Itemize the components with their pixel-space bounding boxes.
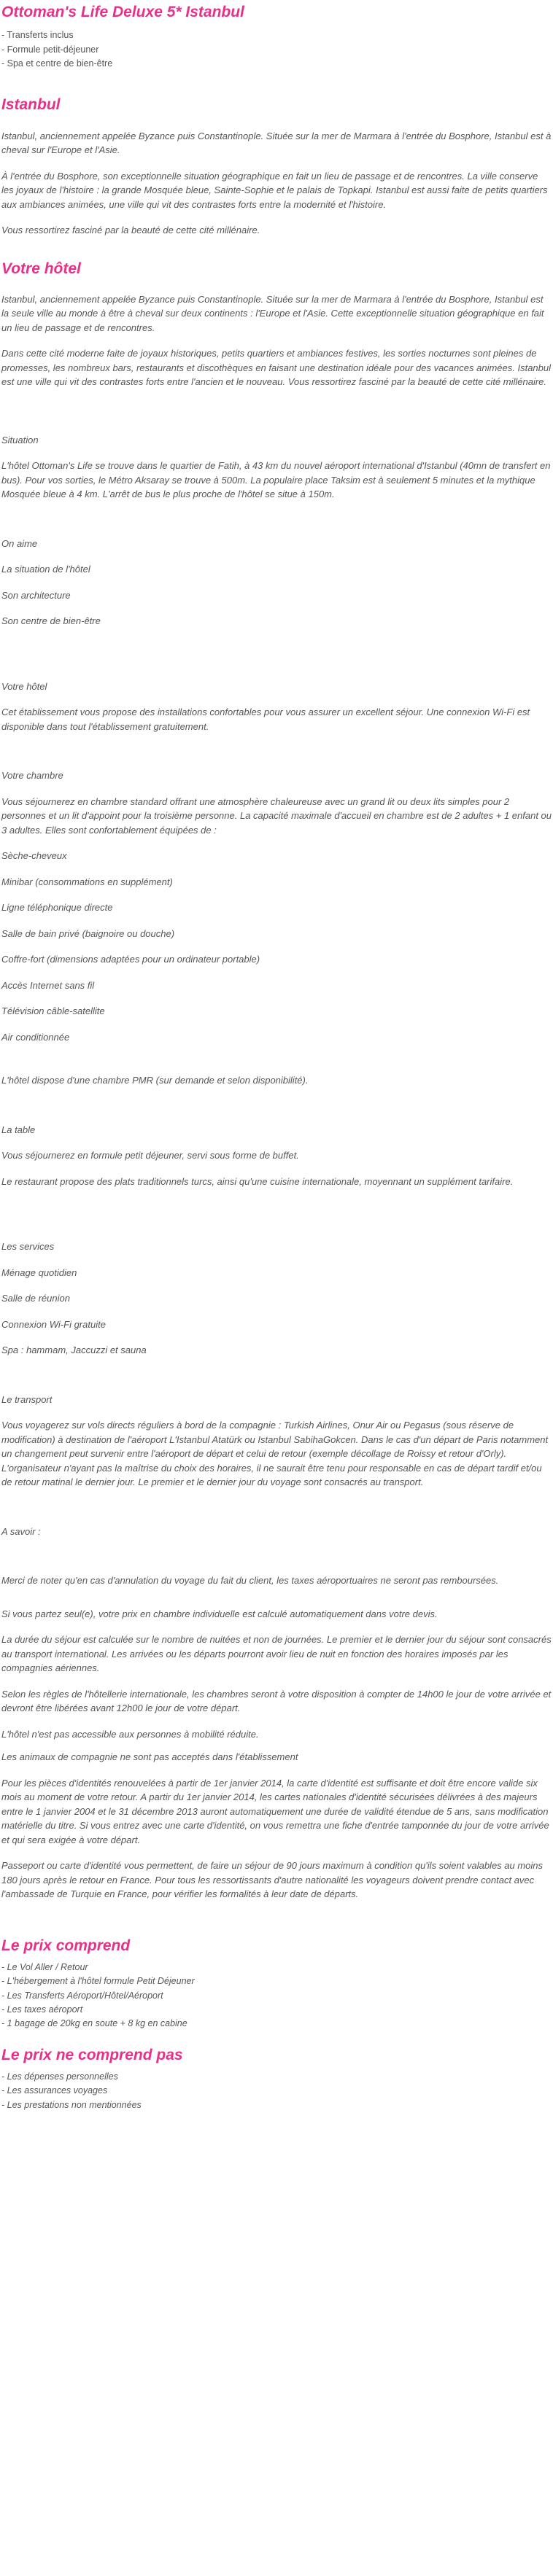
list-item: - Le Vol Aller / Retour	[1, 1961, 88, 1972]
paragraph: Istanbul, anciennement appelée Byzance puis Constantinople. Située sur la mer de Marmara à l'entrée du Bosphore, Istanbul est la seule ville au monde à être à cheval sur deux continents : l'Europe et l'Asie. Cette exceptionnelle situation géographique en fait un lieu de passage et de rencontres.	[1, 293, 544, 333]
list-item: La situation de l'hôtel	[1, 564, 90, 575]
paragraph: Si vous partez seul(e), votre prix en chambre individuelle est calculé automatiquement dans votre devis.	[1, 1608, 438, 1619]
list-item: - L'hébergement à l'hôtel formule Petit Déjeuner	[1, 1976, 195, 1987]
paragraph: Vous séjournerez en chambre standard offrant une atmosphère chaleureuse avec un grand lit ou deux lits simples pour 2 personnes et un lit d'appoint pour la troisième personne. La capacité maximale d'accueil en chambre est de 2 adultes + 1 enfant ou 3 adultes. Elles sont confortablement équipées de :	[1, 795, 552, 836]
section-heading-prix-ne-comprend-pas: Le prix ne comprend pas	[1, 2046, 183, 2063]
subheading-services: Les services	[1, 1241, 55, 1253]
paragraph: Le restaurant propose des plats traditionnels turcs, ainsi qu'une cuisine internationale, moyennant un supplément tarifaire.	[1, 1175, 514, 1187]
subheading-on-aime: On aime	[1, 537, 38, 549]
section-heading-istanbul: Istanbul	[1, 96, 61, 114]
intro-list	[1, 28, 552, 71]
prix-ne-comprend-pas-list	[1, 2070, 552, 2112]
paragraph: Cet établissement vous propose des installations confortables pour vous assurer un excellent séjour. Une connexion Wi-Fi est disponible dans tout l'établissement gratuitement.	[1, 707, 530, 732]
list-item: Accès Internet sans fil	[1, 979, 95, 991]
subheading-chambre: Votre chambre	[1, 770, 63, 782]
paragraph: Merci de noter qu'en cas d'annulation du voyage du fait du client, les taxes aéroportuaires ne seront pas remboursées.	[1, 1575, 499, 1587]
list-item: Télévision câble-satellite	[1, 1005, 105, 1017]
list-item: Minibar (consommations en supplément)	[1, 876, 173, 887]
paragraph: Selon les règles de l'hôtellerie internationale, les chambres seront à votre disposition à compter de 14h00 le jour de votre arrivée et devront être libérées avant 12h00 le jour de votre départ.	[1, 1688, 552, 1714]
subheading-a-savoir: A savoir :	[1, 1525, 41, 1537]
list-item: Connexion Wi-Fi gratuite	[1, 1318, 106, 1330]
list-item: Salle de réunion	[1, 1293, 70, 1304]
paragraph: L'hôtel n'est pas accessible aux personnes à mobilité réduite.	[1, 1728, 259, 1740]
list-item: Son centre de bien-être	[1, 615, 101, 627]
section-heading-prix-comprend: Le prix comprend	[1, 1937, 131, 1954]
paragraph: Passeport ou carte d'identité vous permettent, de faire un séjour de 90 jours maximum à condition qu'ils soient valables au moins 180 jours après le retour en France. Pour tous les ressortissants d'autre nationalité les voyageurs doivent prendre contact avec l'ambassade de Turquie en France, pour vérifier les formalités à leur date de départs.	[1, 1860, 544, 1900]
subheading-situation: Situation	[1, 434, 39, 445]
list-item: - Les taxes aéroport	[1, 2004, 83, 2015]
page-title: Ottoman's Life Deluxe 5* Istanbul	[1, 4, 244, 20]
list-item: - Les dépenses personnelles	[1, 2071, 118, 2082]
list-item: Coffre-fort (dimensions adaptées pour un ordinateur portable)	[1, 954, 260, 965]
list-item: - Les Transferts Aéroport/Hôtel/Aéroport	[1, 1990, 163, 2001]
paragraph: La durée du séjour est calculée sur le nombre de nuitées et non de journées. Le premier et le dernier jour du séjour sont consacrés au transport international. Les arrivées ou les départs pourront avoir lieu de nuit en fonction des horaires imposés par les compagnies aériennes.	[1, 1634, 552, 1674]
list-item: Ligne téléphonique directe	[1, 902, 113, 914]
paragraph: L'hôtel Ottoman's Life se trouve dans le quartier de Fatih, à 43 km du nouvel aéroport international d'Istanbul (40mn de transfert en bus). Pour vos sorties, le Métro Aksaray se trouve à 500m. La populaire place Taksim est à seulement 5 minutes et la mythique Mosquée bleue à 4 km. L'arrêt de bus le plus proche de l'hôtel se situe à 150m.	[1, 460, 551, 500]
list-item: - 1 bagage de 20kg en soute + 8 kg en cabine	[1, 2018, 187, 2029]
list-item: - Formule petit-déjeuner	[1, 44, 99, 55]
section-heading-hotel: Votre hôtel	[1, 260, 81, 277]
paragraph: Istanbul, anciennement appelée Byzance puis Constantinople. Située sur la mer de Marmara à l'entrée du Bosphore, Istanbul est à cheval sur l'Europe et l'Asie.	[1, 130, 552, 155]
paragraph: Les animaux de compagnie ne sont pas acceptés dans l'établissement	[1, 1751, 298, 1763]
paragraph: À l'entrée du Bosphore, son exceptionnelle situation géographique en fait un lieu de passage et de rencontres. La ville conserve les joyaux de l'histoire : la grande Mosquée bleue, Sainte-Sophie et le palais de Topkapi. Istanbul est aussi faite de petits quartiers aux ambiances animées, une ville qui vit des contrastes forts entre la modernité et l'histoire.	[1, 170, 548, 210]
list-item: - Les assurances voyages	[1, 2085, 108, 2096]
paragraph: Dans cette cité moderne faite de joyaux historiques, petits quartiers et ambiances festives, les sorties nocturnes sont pleines de promesses, les nombreux bars, restaurants et discothèques en faisant une destination idéale pour des vacances animées. Istanbul est une ville qui vit des contrastes forts entre l'ancien et le nouveau. Vous ressortirez fasciné par la beauté de cette cité millénaire.	[1, 348, 551, 388]
list-item: Spa : hammam, Jaccuzzi et sauna	[1, 1345, 147, 1356]
list-item: Sèche-cheveux	[1, 850, 67, 862]
paragraph: Pour les pièces d'identités renouvelées à partir de 1er janvier 2014, la carte d'identité est suffisante et doit être encore valide six mois au moment de votre retour. A partir du 1er janvier 2014, les cartes nationales d'identité sécurisées délivrées à des majeurs entre le 1 janvier 2004 et le 31 décembre 2013 auront automatiquement une durée de validité étendue de 5 ans, sans modification matérielle du titre. Si vous entrez avec une carte d'identité, on vous remettra une fiche d'entrée tamponnée du jour de votre arrivée et qui sera exigée à votre départ.	[1, 1777, 549, 1845]
list-item: Air conditionnée	[1, 1031, 70, 1043]
paragraph: L'hôtel dispose d'une chambre PMR (sur demande et selon disponibilité).	[1, 1075, 309, 1086]
subheading-votre-hotel: Votre hôtel	[1, 680, 47, 692]
paragraph: Vous voyagerez sur vols directs réguliers à bord de la compagnie : Turkish Airlines, Onur Air ou Pegasus (sous réserve de modification) à destination de l'aéroport L'Istanbul Atatürk ou Istanbul SabihaGokcen. Dans le cas d'un départ de Paris notamment un changement peut survenir entre l'aéroport de départ et celui de retour (exemple décollage de Roissy et retour d'Orly). L'organisateur n'ayant pas la maîtrise du choix des horaires, il ne saurait être tenu pour responsable en cas de départ tardif et/ou de retour matinal le dernier jour. Le premier et le dernier jour du voyage sont consacrés au transport.	[1, 1420, 549, 1488]
list-item: - Les prestations non mentionnées	[1, 2099, 142, 2110]
prix-comprend-list	[1, 1961, 552, 2031]
paragraph: Vous séjournerez en formule petit déjeuner, servi sous forme de buffet.	[1, 1150, 299, 1161]
list-item: Son architecture	[1, 589, 71, 601]
list-item: - Spa et centre de bien-être	[1, 58, 113, 69]
list-item: Ménage quotidien	[1, 1266, 77, 1278]
list-item: Salle de bain privé (baignoire ou douche)	[1, 927, 175, 939]
subheading-table: La table	[1, 1124, 36, 1135]
subheading-transport: Le transport	[1, 1393, 53, 1405]
paragraph: Vous ressortirez fasciné par la beauté de cette cité millénaire.	[1, 225, 260, 236]
list-item: - Transferts inclus	[1, 30, 74, 41]
